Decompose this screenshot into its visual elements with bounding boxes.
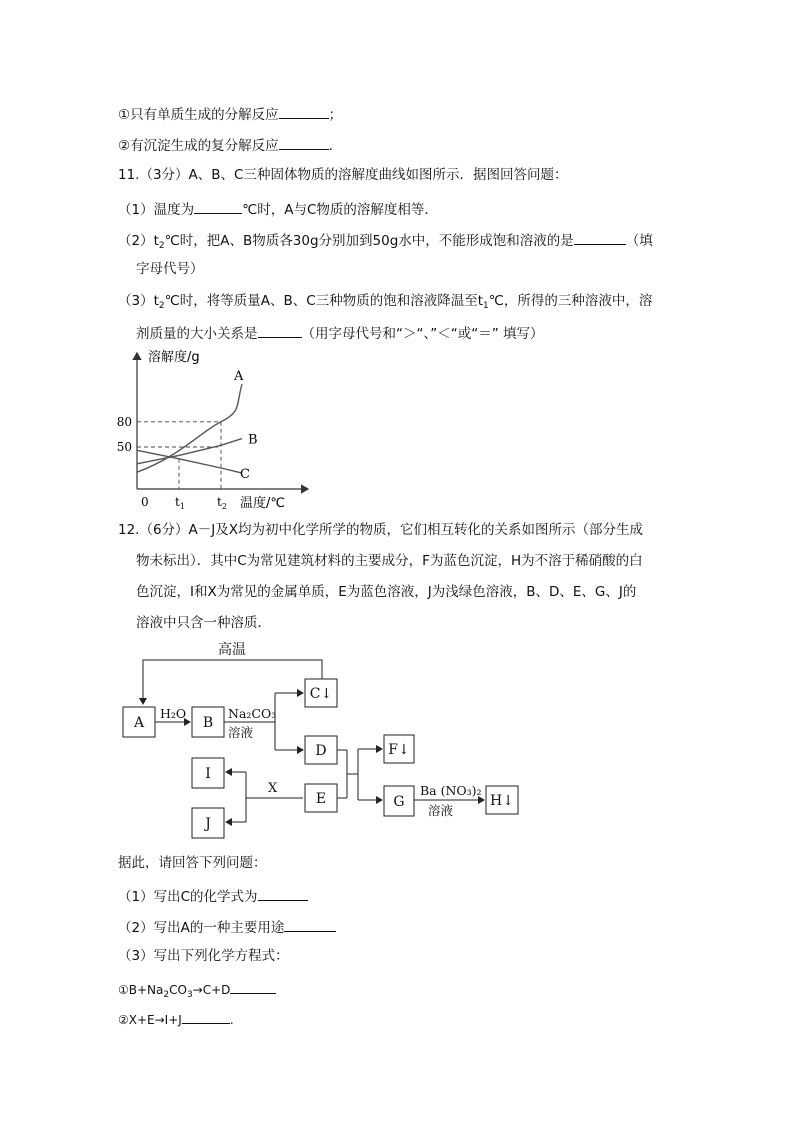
q11-part-2-text: ℃时，把A、B物质各30g分别加到50g水中，不能形成饱和溶液的是 xyxy=(164,233,574,249)
x-tick-0: 0 xyxy=(141,495,149,509)
q12-sub-2-blank[interactable] xyxy=(284,916,336,932)
q11-part-3 xyxy=(118,291,652,316)
y-tick-50: 50 xyxy=(116,440,132,454)
q11-part-3-cont-suffix: （用字母代号和“＞“、”＜“或“＝” 填写） xyxy=(301,326,544,342)
q11-part-1-text: （1）温度为 xyxy=(118,202,195,218)
q10-item-1-blank[interactable] xyxy=(279,103,329,119)
q11-part-1 xyxy=(118,198,438,220)
q12-eq1-sub2: 3 xyxy=(186,990,193,1000)
q12-sub-1 xyxy=(118,885,308,907)
q11-part-1-blank[interactable] xyxy=(194,198,242,214)
q12-sub-1-blank[interactable] xyxy=(258,885,308,901)
q12-stem-line-2: 物未标出）．其中C为常见建筑材料的主要成分，F为蓝色沉淀，H为不溶于稀硝酸的白 xyxy=(136,553,643,569)
q10-item-1-text: ①只有单质生成的分解反应 xyxy=(118,107,279,123)
q12-sub-1-text: （1）写出C的化学式为 xyxy=(118,889,258,905)
series-c-curve xyxy=(137,450,242,473)
series-b-label: B xyxy=(248,432,258,448)
q11-part-3-mid1: ℃时，将等质量A、B、C三种物质的饱和溶液降温至 xyxy=(164,293,478,309)
q11-part-3-t2: t xyxy=(153,293,159,309)
q11-stem: 11.（3分）A、B、C三种固体物质的溶解度曲线如图所示．据图回答问题： xyxy=(118,167,568,183)
q10-item-2 xyxy=(118,134,333,156)
q12-sub-3: （3）写出下列化学方程式： xyxy=(118,948,289,964)
box-j-label: J xyxy=(205,816,211,832)
box-a-label: A xyxy=(133,715,145,731)
q11-part-3-t1-sub: 1 xyxy=(483,301,489,311)
q11-part-3-num: （3） xyxy=(118,293,154,309)
q12-prompt: 据此，请回答下列问题： xyxy=(118,855,267,871)
q11-part-2-t-sub: 2 xyxy=(158,241,165,251)
q11-part-3-mid2: ℃，所得的三种溶液中，溶 xyxy=(488,293,653,309)
q10-item-1 xyxy=(118,103,342,125)
q12-eq1-blank[interactable] xyxy=(230,980,276,994)
q10-item-2-text: ②有沉淀生成的复分解反应 xyxy=(118,138,279,154)
box-b-label: B xyxy=(202,715,214,731)
q12-sub-2 xyxy=(118,916,336,938)
q12-eq2-blank[interactable] xyxy=(182,1010,230,1024)
loop-line xyxy=(143,660,322,704)
box-g-label: G xyxy=(393,794,405,810)
q11-part-3-t1: t xyxy=(477,293,484,309)
q12-equation-1 xyxy=(118,980,276,1005)
x-tick-2: $t_2$ xyxy=(217,495,227,511)
q11-part-2-cont: 字母代号） xyxy=(136,261,204,277)
q12-stem-line-3: 色沉淀，I和X为常见的金属单质，E为蓝色溶液，J为浅绿色溶液，B、D、E、G、J的 xyxy=(136,584,637,600)
q12-eq1-prefix: ①B+Na xyxy=(118,983,164,997)
q11-part-3-blank[interactable] xyxy=(258,322,302,338)
q12-eq1-sub1: 2 xyxy=(163,990,170,1000)
series-c-label: C xyxy=(240,467,250,483)
q12-stem-line-1: 12.（6分）A－J及X均为初中化学所学的物质，它们相互转化的关系如图所示（部分生成 xyxy=(118,522,644,538)
chart-y-label: 溶解度/g xyxy=(148,350,200,365)
solubility-chart xyxy=(110,345,320,515)
q12-sub-2-text: （2）写出A的一种主要用途 xyxy=(118,920,285,936)
box-f-label: F↓ xyxy=(388,742,410,758)
x-tick-1: $t_1$ xyxy=(175,495,185,511)
box-e-label: E xyxy=(315,791,327,807)
box-i-label: I xyxy=(205,766,211,782)
series-b-curve xyxy=(137,439,242,464)
label-x: X xyxy=(268,781,278,796)
q12-stem-line-4: 溶液中只含一种溶质． xyxy=(136,615,271,631)
label-high-temp: 高温 xyxy=(218,642,246,658)
q11-part-2 xyxy=(118,229,653,256)
q11-part-2-suffix: （填 xyxy=(625,233,653,249)
box-c-label: C↓ xyxy=(309,686,333,702)
q11-part-3-cont xyxy=(136,322,544,344)
q12-eq1-suffix: →C+D xyxy=(192,983,231,997)
q10-item-2-blank[interactable] xyxy=(279,134,329,150)
chart-x-label: 温度/℃ xyxy=(240,496,285,511)
q11-part-3-t2-sub: 2 xyxy=(158,301,165,311)
q11-part-2-blank[interactable] xyxy=(574,229,626,245)
label-g-solution: 溶液 xyxy=(428,803,454,818)
q11-part-2-num: （2） xyxy=(118,233,154,249)
q10-item-2-suffix: . xyxy=(328,138,333,154)
q11-part-3-cont-text: 剂质量的大小关系是 xyxy=(136,326,258,342)
q12-equation-2 xyxy=(118,1010,234,1030)
box-d-label: D xyxy=(315,743,327,759)
q12-eq2-suffix: . xyxy=(229,1013,234,1027)
q11-part-2-t: t xyxy=(153,233,159,249)
y-tick-80: 80 xyxy=(116,414,132,429)
label-bano3: Ba (NO₃)₂ xyxy=(420,783,482,798)
label-na2co3: Na₂CO₃ xyxy=(228,706,277,721)
reaction-diagram xyxy=(110,638,540,848)
q12-eq2-prefix: ②X+E→I+J xyxy=(118,1013,182,1027)
label-b-solution: 溶液 xyxy=(228,725,254,740)
series-a-curve xyxy=(137,384,242,472)
label-h2o: H₂O xyxy=(160,706,187,721)
q10-item-1-suffix: ； xyxy=(328,107,343,123)
box-h-label: H↓ xyxy=(490,793,514,809)
series-a-label: A xyxy=(234,369,244,384)
q12-eq1-mid: CO xyxy=(169,983,187,997)
q11-part-1-suffix: ℃时，A与C物质的溶解度相等． xyxy=(242,202,438,218)
